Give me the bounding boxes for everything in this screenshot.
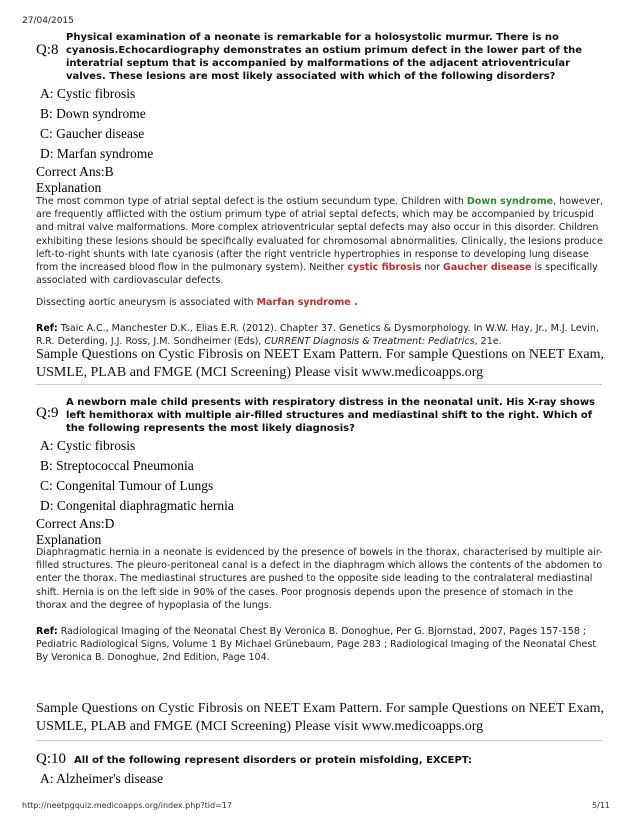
question-9-header [36, 396, 604, 435]
reference: Ref: Tsaic A.C., Manchester D.K., Elias E.R. (2012). Chapter 37. Genetics & Dysmorphology. In W.W. Hay, Jr., M.J. Levin, R.R. Deterding, J.J. Ross, J.M. Sondheimer (Eds), CURRENT Diagnosis & Treatment: Pediatrics, 21e. [36, 323, 599, 348]
option-c[interactable]: C: Congenital Tumour of Lungs [40, 478, 214, 493]
reference: Ref: Radiological Imaging of the Neonatal Chest By Veronica B. Donoghue, Per G. Bjornstad, 2007, Pages 157-158 ; Pediatric Radiological Signs, Volume 1 By Michael Grünebaum, Page 283 ; Radiological Imaging of the Neonatal Chest By Veronica B. Donoghue, 2nd Edition, Page 104. [36, 626, 597, 664]
explanation-paragraph-2: Dissecting aortic aneurysm is associated with Marfan syndrome . [36, 297, 358, 308]
question-text: A newborn male child presents with respiratory distress in the neonatal unit. His X-ray shows left hemithorax with multiple air-filled structures and mediastinal shift to the right. Which of the following represents the most likely diagnosis? [66, 397, 596, 434]
link-gaucher-disease[interactable]: Gaucher disease [443, 262, 532, 274]
explanation-label: Explanation [36, 180, 102, 195]
correct-answer: Correct Ans:D [36, 516, 115, 531]
correct-answer: Correct Ans:B [36, 164, 114, 179]
option-b[interactable]: B: Streptococcal Pneumonia [40, 458, 194, 473]
footer-url: http://neetpgquiz.medicoapps.org/index.php?tid=17 [22, 801, 232, 810]
promo-text: Sample Questions on Cystic Fibrosis on NEET Exam Pattern. For sample Questions on NEET Exam, USMLE, PLAB and FMGE (MCI Screening) Please visit www.medicoapps.org [36, 701, 604, 734]
link-marfan-syndrome[interactable]: Marfan syndrome . [256, 297, 358, 308]
question-text: All of the following represent disorders or protein misfolding, EXCEPT: [74, 755, 473, 766]
link-cystic-fibrosis[interactable]: cystic fibrosis [347, 262, 422, 274]
explanation-paragraph: The most common type of atrial septal defect is the ostium secundum type. Children with Down syndrome, however, are frequently afflicted with the ostium primum type of atrial septal defects, which may be accompanied by tricuspid and mitral valve malformations. More complex atrioventricular septal defects may also occur in this disorder. Children exhibiting these lesions should be specifically evaluated for chromosomal abnormalities. Clinically, the lesions produce left-to-right shunts with late cyanosis (after the right ventricle hypertrophies in response to developing lung disease from the increased blood flow in the pulmonary system). Neither cystic fibrosis nor Gaucher disease is specifically associated with cardiovascular defects. [36, 196, 604, 287]
print-date: 27/04/2015 [22, 16, 74, 26]
question-text: Physical examination of a neonate is remarkable for a holosystolic murmur. There is no cyanosis.Echocardiography demonstrates an ostium primum defect in the lower part of the interatrial septum that is accompanied by malformations of the adjacent atrioventricular valves. These lesions are most likely associated with which of the following disorders? [66, 32, 583, 82]
option-a[interactable]: A: Alzheimer's disease [40, 771, 164, 786]
explanation-label: Explanation [36, 532, 102, 547]
option-d[interactable]: D: Congenital diaphragmatic hernia [40, 498, 234, 513]
option-c[interactable]: C: Gaucher disease [40, 126, 145, 141]
divider [36, 740, 602, 741]
question-number: Q:9 [36, 405, 59, 421]
option-d[interactable]: D: Marfan syndrome [40, 146, 154, 161]
explanation-paragraph: Diaphragmatic hernia in a neonate is evidenced by the presence of bowels in the thorax, characterised by multiple air-filled structures. The pleuro-peritoneal canal is a defect in the diaphragm which allows the contents of the abdomen to enter the thorax. The mediastinal structures are pushed to the opposite side leading to the contralateral mediastinal shift. Hernia is on the left side in 90% of the cases. Poor prognosis depends upon the presence of stomach in the thorax and the degree of hypoplasia of the lungs. [36, 547, 603, 611]
question-number: Q:8 [36, 42, 59, 58]
question-8-header [36, 31, 604, 83]
option-b[interactable]: B: Down syndrome [40, 106, 146, 121]
option-a[interactable]: A: Cystic fibrosis [40, 86, 136, 101]
promo-text: Sample Questions on Cystic Fibrosis on NEET Exam Pattern. For sample Questions on NEET Exam, USMLE, PLAB and FMGE (MCI Screening) Please visit www.medicoapps.org [36, 347, 604, 380]
question-10-header [36, 752, 604, 767]
option-a[interactable]: A: Cystic fibrosis [40, 438, 136, 453]
page-number: 5/11 [592, 801, 610, 810]
link-down-syndrome[interactable]: Down syndrome [466, 196, 554, 207]
question-number: Q:10 [36, 751, 66, 767]
divider [36, 384, 602, 385]
